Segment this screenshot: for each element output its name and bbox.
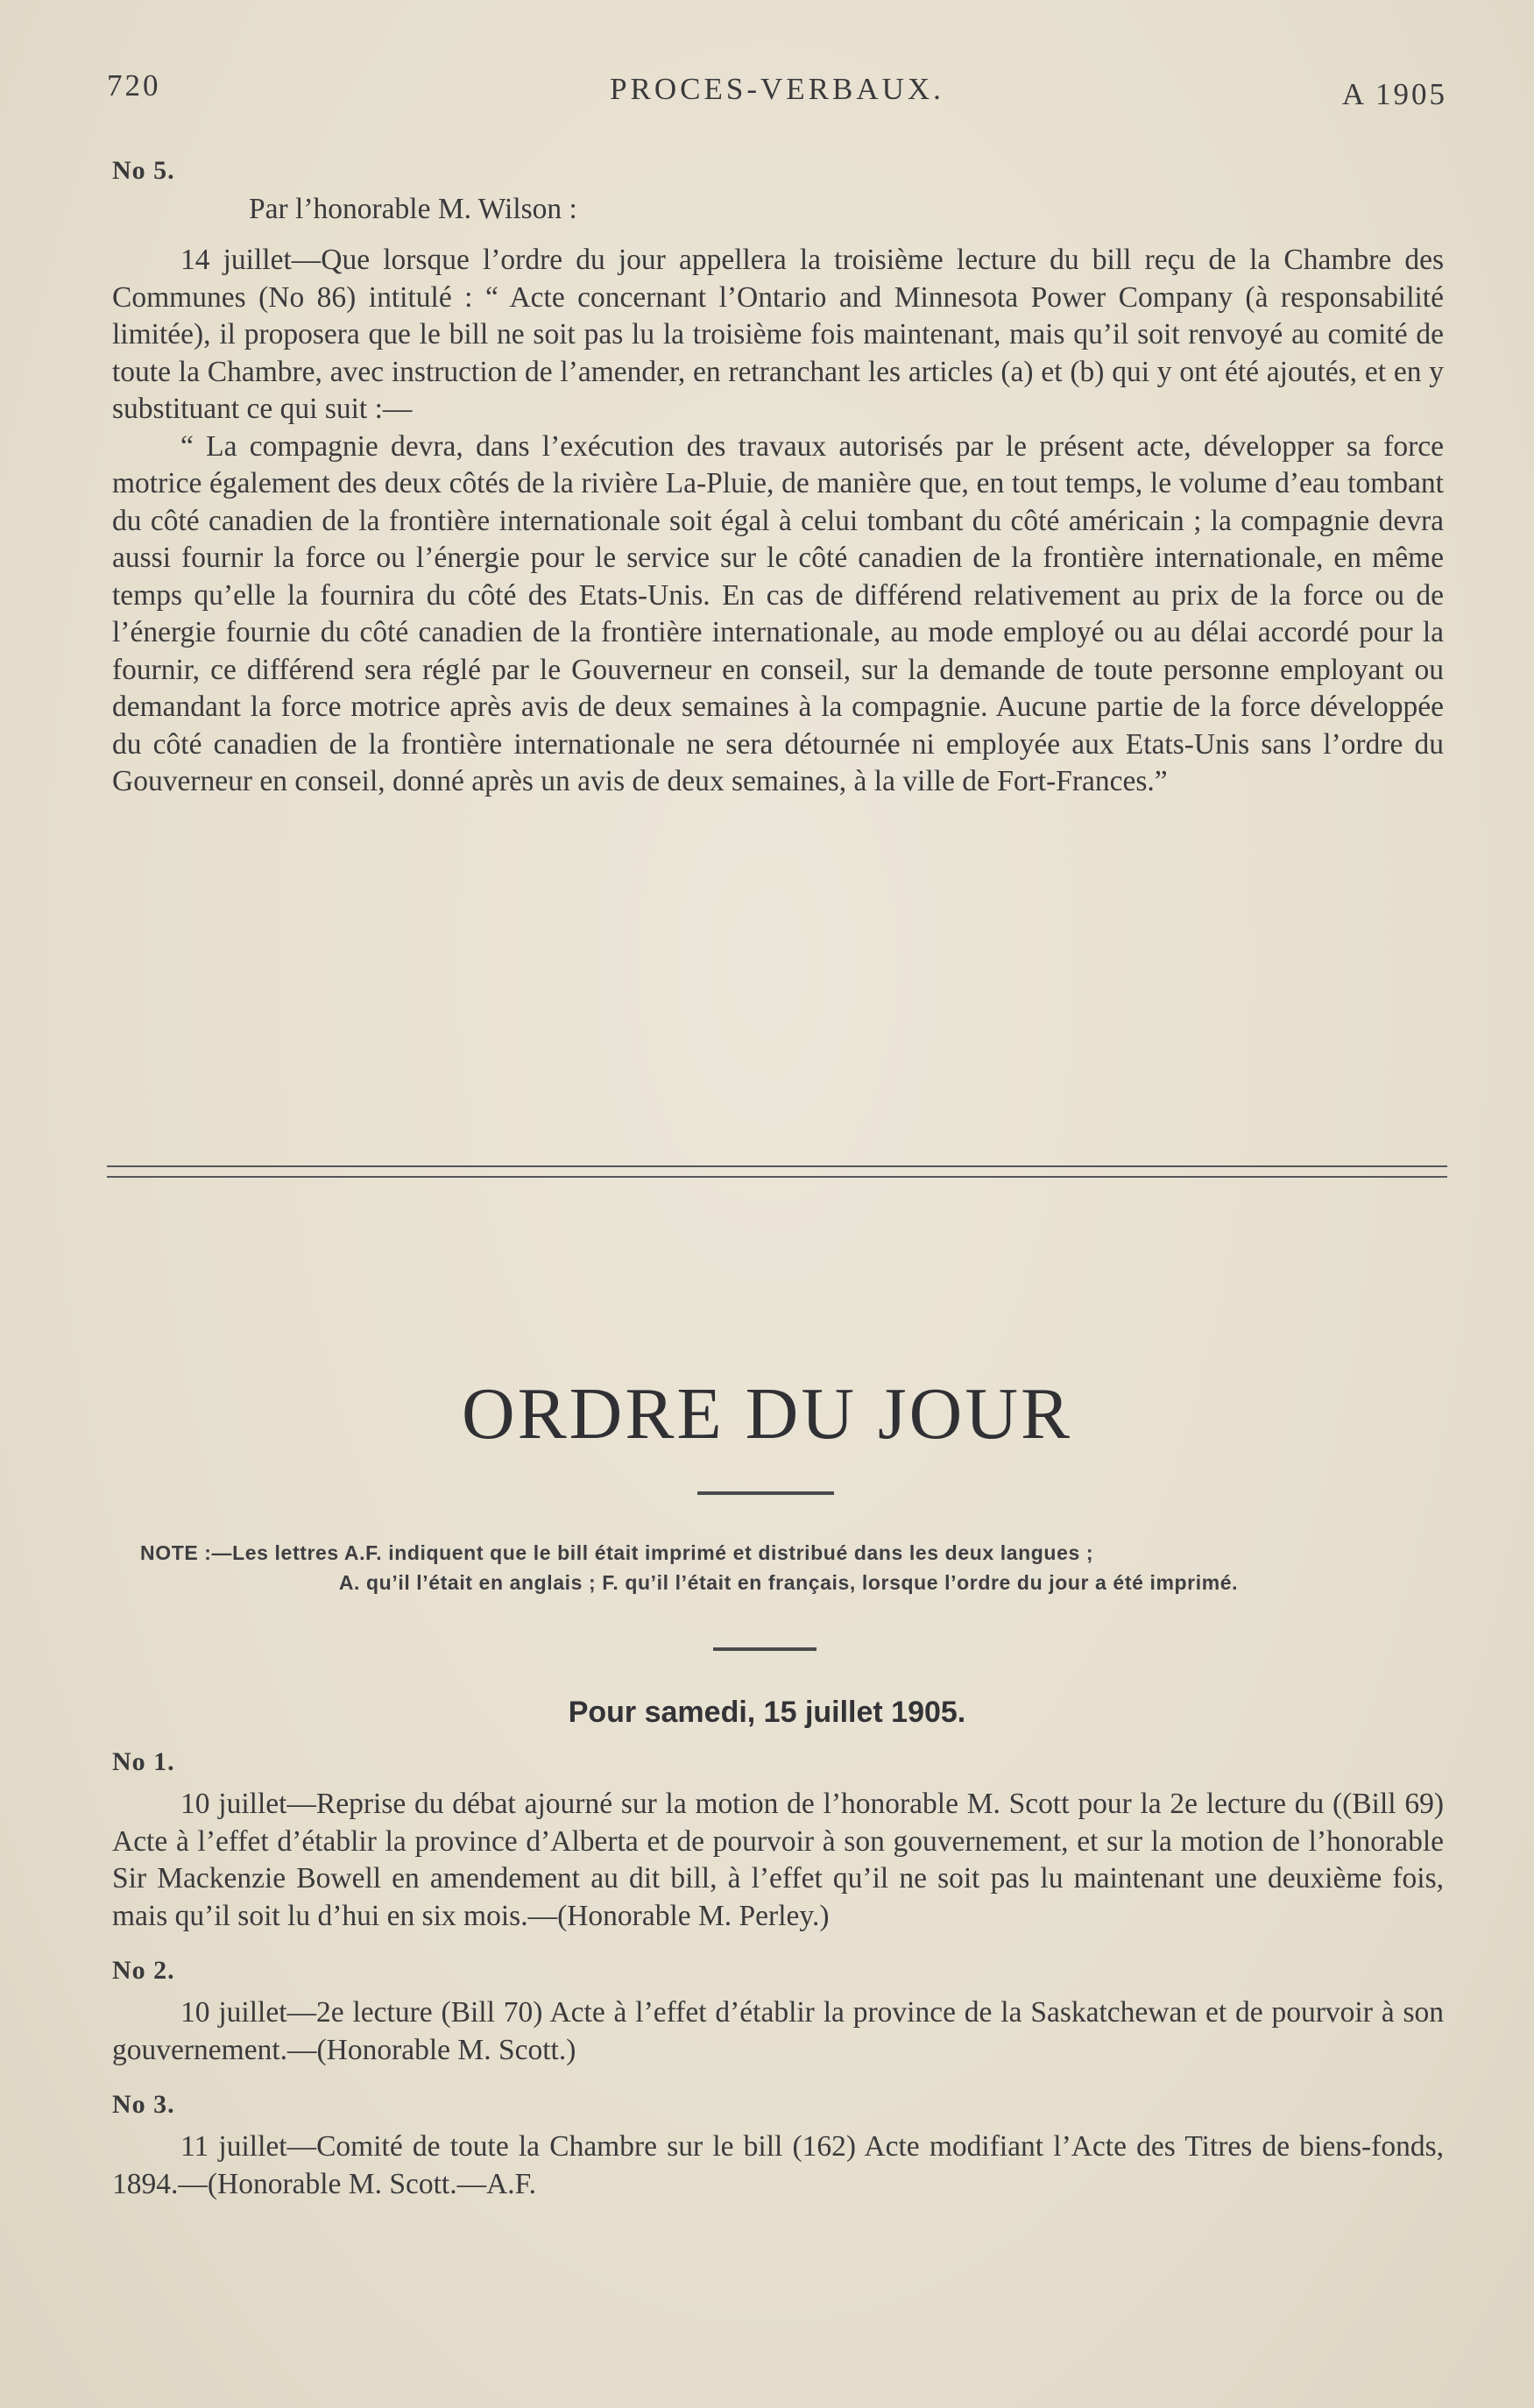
motion-paragraph: 14 juillet—Que lorsque l’ordre du jour appellera la troisième lecture du bill reçu de la Chambre des Communes (No 86) intitulé : “ Acte concernant l’Ontario and Minnesota Power Company (à responsabilité limitée), il proposera que le bill ne soit pas lu la troisième fois maintenant, mais qu’il soit renvoyé au comité de toute la Chambre, avec instruction de l’amender, en retranchant les articles (a) et (b) qui y ont été ajoutés, et en y substituant ce qui suit :— xyxy=(112,244,1444,425)
title-rule xyxy=(697,1491,834,1495)
item-text: 10 juillet—2e lecture (Bill 70) Acte à l’effet d’établir la province de la Saskatchewan et de pourvoir à son gouvernement.—(Honorable M. Scott.) xyxy=(112,1996,1444,2066)
year-label: A 1905 xyxy=(1341,77,1447,111)
order-item xyxy=(112,2090,1444,2203)
running-title: PROCES-VERBAUX. xyxy=(610,72,944,106)
language-note: NOTE :—Les lettres A.F. indiquent que le bill était imprimé et distribué dans les deux langues ; A. qu’il l’était en anglais ; F. qu’il l’était en français, lorsque l’ordre du jour a été imprimé. xyxy=(140,1541,1239,1594)
running-header xyxy=(107,68,1447,112)
motion-number: No 5. xyxy=(112,156,175,185)
item-text: 11 juillet—Comité de toute la Chambre sur le bill (162) Acte modifiant l’Acte des Titres de biens-fonds, 1894.—(Honorable M. Scott.—A.F. xyxy=(112,2130,1444,2200)
item-number: No 3. xyxy=(112,2090,175,2119)
item-number: No 2. xyxy=(112,1956,175,1985)
motion-5 xyxy=(112,156,1444,801)
item-text: 10 juillet—Reprise du débat ajourné sur la motion de l’honorable M. Scott pour la 2e lecture du ((Bill 69) Acte à l’effet d’établir la province d’Alberta et de pourvoir à son gouvernement, et sur la motion de l’honorable Sir Mackenzie Bowell en amendement au dit bill, à l’effet qu’il ne soit pas lu maintenant une deuxième fois, mais qu’il soit lu d’hui en six mois.—(Honorable M. Perley.) xyxy=(112,1788,1444,1932)
section-title: ORDRE DU JOUR xyxy=(461,1373,1073,1455)
page-number: 720 xyxy=(107,68,161,103)
order-items xyxy=(112,1747,1444,2203)
section-divider xyxy=(107,1165,1447,1178)
note-rule xyxy=(713,1647,816,1651)
motion-byline: Par l’honorable M. Wilson : xyxy=(249,193,577,225)
order-item xyxy=(112,1747,1444,1935)
item-number: No 1. xyxy=(112,1747,175,1776)
order-item xyxy=(112,1956,1444,2069)
motion-quoted-paragraph: “ La compagnie devra, dans l’exécution des travaux autorisés par le présent acte, développer sa force motrice également des deux côtés de la rivière La-Pluie, de manière que, en tout temps, le volume d’eau tombant du côté canadien de la frontière internationale soit égal à celui tombant du côté américain ; la compagnie devra aussi fournir la force ou l’énergie pour le service sur le côté canadien de la frontière internationale, en même temps qu’elle la fournira du côté des Etats-Unis. En cas de différend relativement au prix de la force ou de l’énergie fournie du côté canadien de la frontière internationale, au mode employé ou au délai accordé pour la fournir, ce différend sera réglé par le Gouverneur en conseil, sur la demande de toute personne employant ou demandant la force motrice après avis de deux semaines à la compagnie. Aucune partie de la force développée du côté canadien de la frontière internationale ne sera détournée ni employée aux Etats-Unis sans l’ordre du Gouverneur en conseil, donné après un avis de deux semaines, à la ville de Fort-Frances.” xyxy=(112,429,1444,797)
date-heading: Pour samedi, 15 juillet 1905. xyxy=(568,1696,966,1729)
